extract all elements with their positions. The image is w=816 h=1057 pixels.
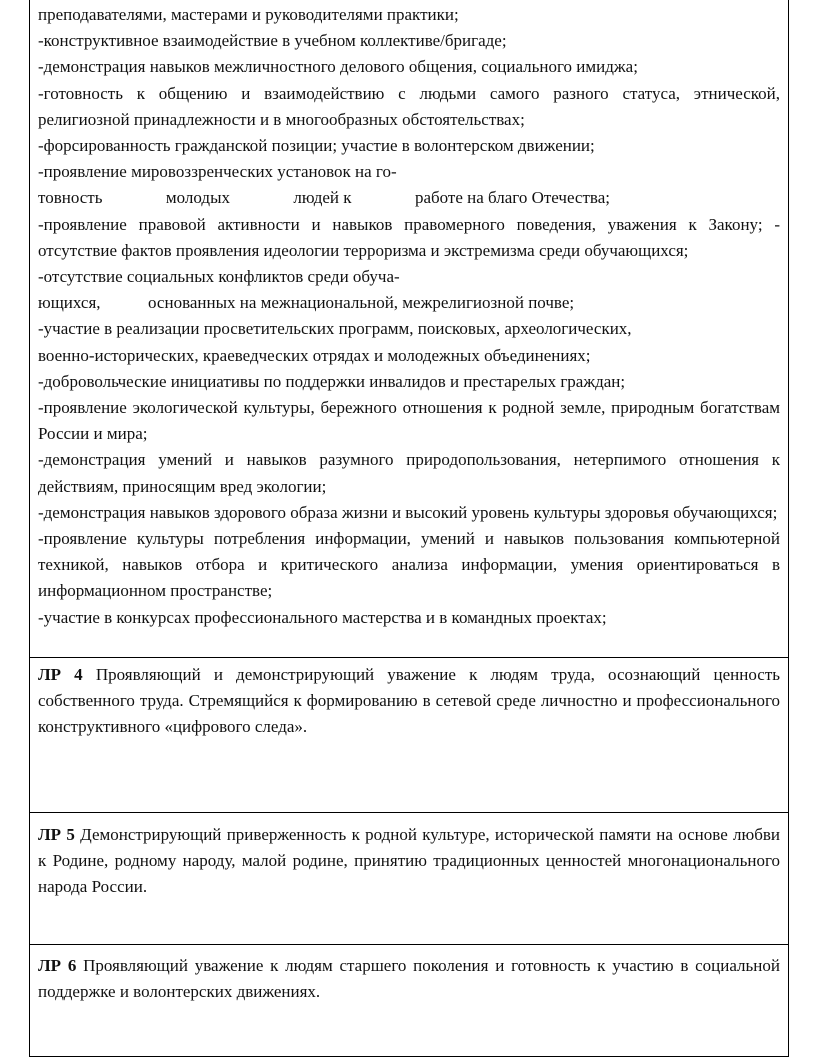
list-line: -участие в конкурсах профессионального мастерства и в командных проектах; xyxy=(38,607,607,627)
requirements-table xyxy=(29,0,789,1057)
lr6-cell xyxy=(30,945,789,1057)
word: молодых xyxy=(165,188,230,208)
lr4-text: Проявляющий и демонстрирующий уважение к людям труда, осознающий ценность собственного труда. Стремящийся к формированию в сетевой среде личностно и профессионального конструктивного «цифрового следа». xyxy=(38,665,780,737)
list-line: отсутствие фактов проявления идеологии терроризма и экстремизма среди обучающихся; xyxy=(38,240,689,260)
table-row xyxy=(30,658,789,813)
list-line: религиозной принадлежности и в многообразных обстоятельствах; xyxy=(38,109,525,129)
lr4-code: ЛР 4 xyxy=(38,665,83,684)
list-line: военно-исторических, краеведческих отрядах и молодежных объединениях; xyxy=(38,345,591,365)
list-line: -добровольческие инициативы по поддержки инвалидов и престарелых граждан; xyxy=(38,371,626,391)
word: товность xyxy=(38,188,103,208)
list-paragraph: -демонстрация навыков здорового образа жизни и высокий уровень культуры здоровья обучающихся; xyxy=(38,502,778,522)
list-line: -конструктивное взаимодействие в учебном коллективе/бригаде; xyxy=(38,31,507,51)
lr4-cell xyxy=(30,658,789,813)
word: основанных на межнациональной, межрелигиозной почве; xyxy=(148,293,575,313)
word: ющихся, xyxy=(38,293,101,313)
list-paragraph: -проявление культуры потребления информации, умений и навыков пользования компьютерной техникой, навыков отбора и критического анализа информации, умения ориентироваться в информационном пространстве; xyxy=(38,529,780,601)
list-line: -готовность к общению и взаимодействию с людьми самого разного статуса, этнической, xyxy=(38,83,780,103)
list-line: -проявление правовой активности и навыков правомерного поведения, уважения к Закону; - xyxy=(38,214,780,234)
word: людей к xyxy=(293,188,352,208)
table-row xyxy=(30,0,789,658)
word: работе на благо Отечества; xyxy=(414,188,610,208)
continued-list-cell xyxy=(30,0,789,658)
lr5-cell xyxy=(30,813,789,945)
lr6-code: ЛР 6 xyxy=(38,956,77,975)
lr5-text: Демонстрирующий приверженность к родной культуре, исторической памяти на основе любви к Родине, родному народу, малой родине, принятию традиционных ценностей многонационального народа России. xyxy=(38,825,780,897)
list-line: -проявление мировоззренческих установок на го- xyxy=(38,162,397,182)
lr5-code: ЛР 5 xyxy=(38,825,75,844)
lr6-paragraph xyxy=(38,953,780,1005)
list-line: -участие в реализации просветительских программ, поисковых, археологических, xyxy=(38,319,632,339)
table-row xyxy=(30,945,789,1057)
list-paragraph: -проявление экологической культуры, бережного отношения к родной земле, природным богатствам России и мира; xyxy=(38,398,780,444)
list-line-split xyxy=(38,290,780,316)
lr4-paragraph xyxy=(38,662,780,741)
list-paragraph: -демонстрация умений и навыков разумного природопользования, нетерпимого отношения к действиям, приносящим вред экологии; xyxy=(38,450,780,496)
list-line: -форсированность гражданской позиции; участие в волонтерском движении; xyxy=(38,136,595,156)
lr5-paragraph xyxy=(38,822,780,901)
lr6-text: Проявляющий уважение к людям старшего поколения и готовность к участию в социальной поддержке и волонтерских движениях. xyxy=(38,956,780,1002)
table-row xyxy=(30,813,789,945)
list-line-split xyxy=(38,185,610,211)
list-line: -отсутствие социальных конфликтов среди обуча- xyxy=(38,267,400,287)
list-line: преподавателями, мастерами и руководителями практики; xyxy=(38,5,459,24)
list-line: -демонстрация навыков межличностного делового общения, социального имиджа; xyxy=(38,57,638,77)
